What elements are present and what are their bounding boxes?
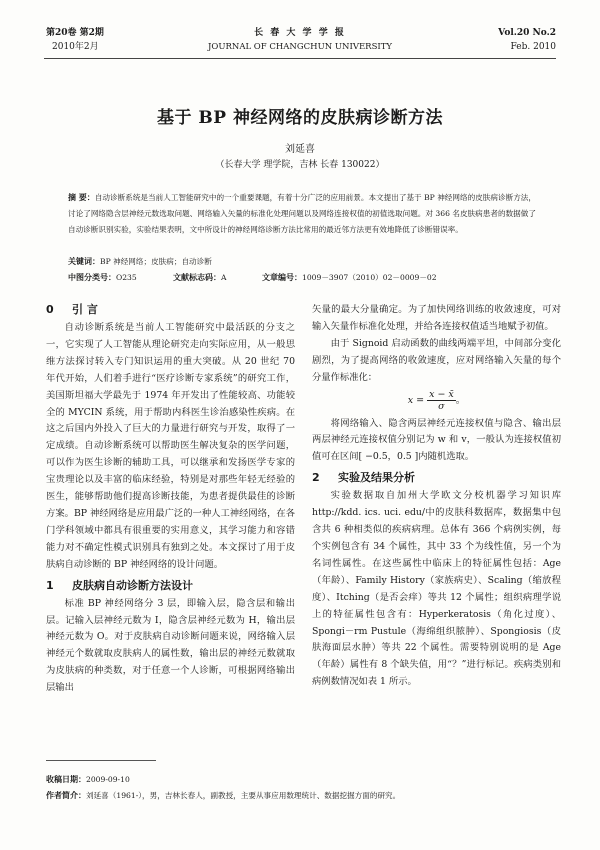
articleno-value: 1009－3907（2010）02－0009－02 xyxy=(302,273,437,282)
method-paragraph: 标准 BP 神经网络分 3 层，即输入层，隐含层和输出层。记输入层神经元数为 I，隐含层神经元数为 H，输出层神经元数为 O。对于皮肤病自动诊断问题来说，网络输入层神经元个数就取皮肤病人的属性数，输出层的神经元数就取为皮肤病的种类数，对于任意一个人诊断，可根据网络输出层输出 xyxy=(46,597,295,694)
abstract-text: 自动诊断系统是当前人工智能研究中的一个重要课题，有着十分广泛的应用前景。本文提出了基于 BP 神经网络的皮肤病诊断方法，讨论了网络隐含层神经元数选取问题、网络输入矢量的标准化处理问题以及网络连接权值的初值选取问题。对 366 名皮肤病患者的数据做了自动诊断识别实验，实验结果表明，文中所设计的神经网络诊断方法比常用的最近邻方法更有效地降低了诊断错误率。 xyxy=(68,193,536,234)
bio-label: 作者简介： xyxy=(46,791,86,800)
keywords-label: 关键词： xyxy=(68,257,100,266)
experiment-paragraph: 实验数据取自加州大学欧文分校机器学习知识库 http://kdd. ics. uci. edu/中的皮肤科数据库，数据集中包含共 6 种相类似的疾病病理。总体有 366 个病例实例，每个实例包含有 34 个属性，其中 33 个为线性值，另一个为名词性属性。在这些属性中临床上的特征属性包括：Age（年龄）、Family History（家族病史）、Scaling（缩放程度）、Itching（是否会痒）等共 12 个属性；组织病理学说上的特征属性包含有：Hyperkeratosis（角化过度）、Spongi－rm Pustule（海绵组织脓肿）、Spongiosis（皮肤海面层水肿）等共 22 个属性。需要特别说明的是 Age（年龄）属性有 8 个缺失值，用“？”进行标记。疾病类别和病例数情况如表 1 所示。 xyxy=(312,490,561,688)
doccode-value: A xyxy=(221,273,227,282)
article-title: 基于 BP 神经网络的皮肤病诊断方法 xyxy=(157,108,443,128)
left-column xyxy=(46,300,295,697)
section-heading-experiment: 2 实验及结果分析 xyxy=(312,471,415,485)
normalization-formula: x = $\frac{x - x̄}{\sigma}$ 。 xyxy=(407,388,466,412)
bio-value: 刘延喜（1961-），男，吉林长春人，副教授，主要从事应用数理统计、数据挖掘方面的研究。 xyxy=(86,791,401,800)
sigmoid-paragraph: 由于 Signoid 启动函数的曲线两端平坦，中间部分变化剧烈，为了提高网络的收敛速度，应对网络输入矢量的每个分量作标准化： xyxy=(312,337,561,383)
received-value: 2009-09-10 xyxy=(86,775,130,784)
journal-name-cn: 长 春 大 学 学 报 xyxy=(254,28,346,38)
received-date xyxy=(46,772,566,788)
date-en: Feb. 2010 xyxy=(510,42,556,52)
continued-paragraph: 矢量的最大分量确定。为了加快网络训练的收敛速度，可对输入矢量作标准化处理，并给各连接权值适当地赋予初值。 xyxy=(312,304,561,332)
articleno-label: 文章编号： xyxy=(262,273,302,282)
weights-paragraph: 将网络输入、隐含两层神经元连接权值与隐含、输出层两层神经元连接权值分别记为 w 和 v，一般认为连接权值初值可在区间[ −0.5，0.5 ]内随机选取。 xyxy=(312,417,561,463)
section-heading-method: 1 皮肤病自动诊断方法设计 xyxy=(46,578,193,592)
keywords-text: BP 神经网络；皮肤病；自动诊断 xyxy=(100,257,212,266)
clc-number xyxy=(68,270,137,286)
keywords xyxy=(68,254,212,270)
clc-label: 中图分类号： xyxy=(68,273,116,282)
journal-name-en: JOURNAL OF CHANGCHUN UNIVERSITY xyxy=(207,42,393,52)
author-name: 刘延喜 xyxy=(285,144,315,155)
right-column xyxy=(312,302,561,691)
volume-number-en: Vol.20 No.2 xyxy=(498,28,556,38)
intro-paragraph: 自动诊断系统是当前人工智能研究中最活跃的分支之一，它实现了人工智能从理论研究走向实际应用，从一般思维方法探讨转入专门知识运用的重大突破。从 20 世纪 70 年代开始，人们着手进行“医疗诊断专家系统”的研究工作，美国斯坦福大学最先于 1974 年开发出了性能较高、功能较全的 MYCIN 系统，用于帮助内科医生诊治感染性疾病。在这之后国内外投入了巨大的力量进行研究与开发，取得了一定成绩。自动诊断系统可以帮助医生解决复杂的医学问题，可以作为医生诊断的辅助工具，可以继承和发扬医学专家的宝贵理论以及丰富的临床经验，特别是对那些年轻无经验的医生，能够帮助他们提高诊断技能，为患者提供最佳的诊断方案。BP 神经网络是应用最广泛的一种人工神经网络，在各门学科领域中都具有很重要的实用意义，其学习能力和容错能力对不确定性模式识别具有独到之处。本文探讨了用于皮肤病自动诊断的 BP 神经网络的设计问题。 xyxy=(46,322,295,570)
author-affiliation: （长春大学 理学院，吉林 长春 130022） xyxy=(215,160,385,170)
section-heading-introduction: 0 引 言 xyxy=(46,303,98,316)
abstract xyxy=(68,190,536,238)
document-code xyxy=(173,270,226,286)
abstract-label: 摘 要： xyxy=(68,193,95,202)
issue-date: 2010年2月 xyxy=(52,42,99,52)
header-rule xyxy=(44,58,556,59)
footnote-rule xyxy=(46,760,156,761)
volume-issue: 第20卷 第2期 xyxy=(46,28,104,38)
doccode-label: 文献标志码： xyxy=(173,273,221,282)
clc-value: O235 xyxy=(116,273,137,282)
received-label: 收稿日期： xyxy=(46,775,86,784)
article-number xyxy=(262,270,437,286)
author-bio xyxy=(46,788,566,804)
